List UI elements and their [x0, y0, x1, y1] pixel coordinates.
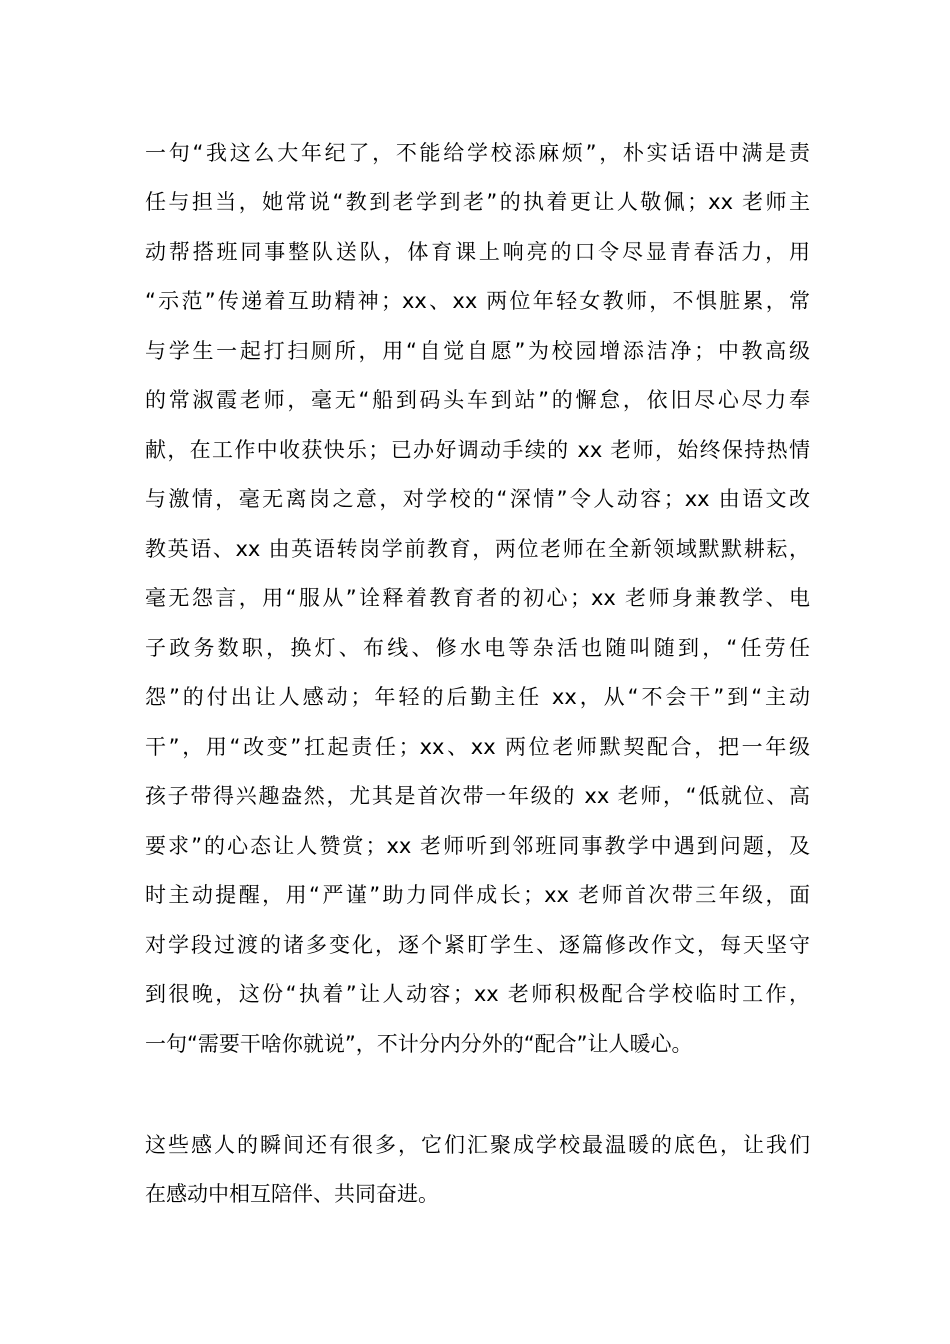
paragraph-line: 一句“我这么大年纪了，不能给学校添麻烦”，朴实话语中满是责	[145, 141, 810, 165]
paragraph-line: 子政务数职，换灯、布线、修水电等杂活也随叫随到，“任劳任	[145, 636, 810, 660]
paragraph-line: 与激情，毫无离岗之意，对学校的“深情”令人动容；xx 由语文改	[145, 487, 810, 511]
paragraph-line: 干”，用“改变”扛起责任；xx、xx 两位老师默契配合，把一年级	[145, 735, 810, 759]
paragraph-line: 任与担当，她常说“教到老学到老”的执着更让人敬佩；xx 老师主	[145, 190, 810, 214]
paragraph-line: 到很晚，这份“执着”让人动容；xx 老师积极配合学校临时工作，	[145, 982, 810, 1006]
paragraph-line: 献，在工作中收获快乐；已办好调动手续的 xx 老师，始终保持热情	[145, 438, 810, 462]
paragraph-line: 要求”的心态让人赞赏；xx 老师听到邻班同事教学中遇到问题，及	[145, 834, 810, 858]
paragraph-line: 的常淑霞老师，毫无“船到码头车到站”的懈怠，依旧尽心尽力奉	[145, 388, 810, 412]
paragraph-line: 动帮搭班同事整队送队，体育课上响亮的口令尽显青春活力，用	[145, 240, 810, 264]
paragraph-line: 时主动提醒，用“严谨”助力同伴成长；xx 老师首次带三年级，面	[145, 883, 810, 907]
paragraph-line: “示范”传递着互助精神；xx、xx 两位年轻女教师，不惧脏累，常	[145, 289, 810, 313]
paragraph-line: 与学生一起打扫厕所，用“自觉自愿”为校园增添洁净；中教高级	[145, 339, 810, 363]
paragraph-line: 在感动中相互陪伴、共同奋进。	[145, 1182, 439, 1206]
paragraph-line: 教英语、xx 由英语转岗学前教育，两位老师在全新领域默默耕耘，	[145, 537, 810, 561]
paragraph-line: 这些感人的瞬间还有很多，它们汇聚成学校最温暖的底色，让我们	[145, 1133, 810, 1157]
paragraph-line: 怨”的付出让人感动；年轻的后勤主任 xx，从“不会干”到“主动	[145, 685, 810, 709]
paragraph-line: 对学段过渡的诸多变化，逐个紧盯学生、逐篇修改作文，每天坚守	[145, 933, 810, 957]
paragraph-line: 孩子带得兴趣盎然，尤其是首次带一年级的 xx 老师，“低就位、高	[145, 784, 810, 808]
paragraph-line: 一句“需要干啥你就说”，不计分内分外的“配合”让人暖心。	[145, 1032, 693, 1056]
paragraph-line: 毫无怨言，用“服从”诠释着教育者的初心；xx 老师身兼教学、电	[145, 586, 810, 610]
